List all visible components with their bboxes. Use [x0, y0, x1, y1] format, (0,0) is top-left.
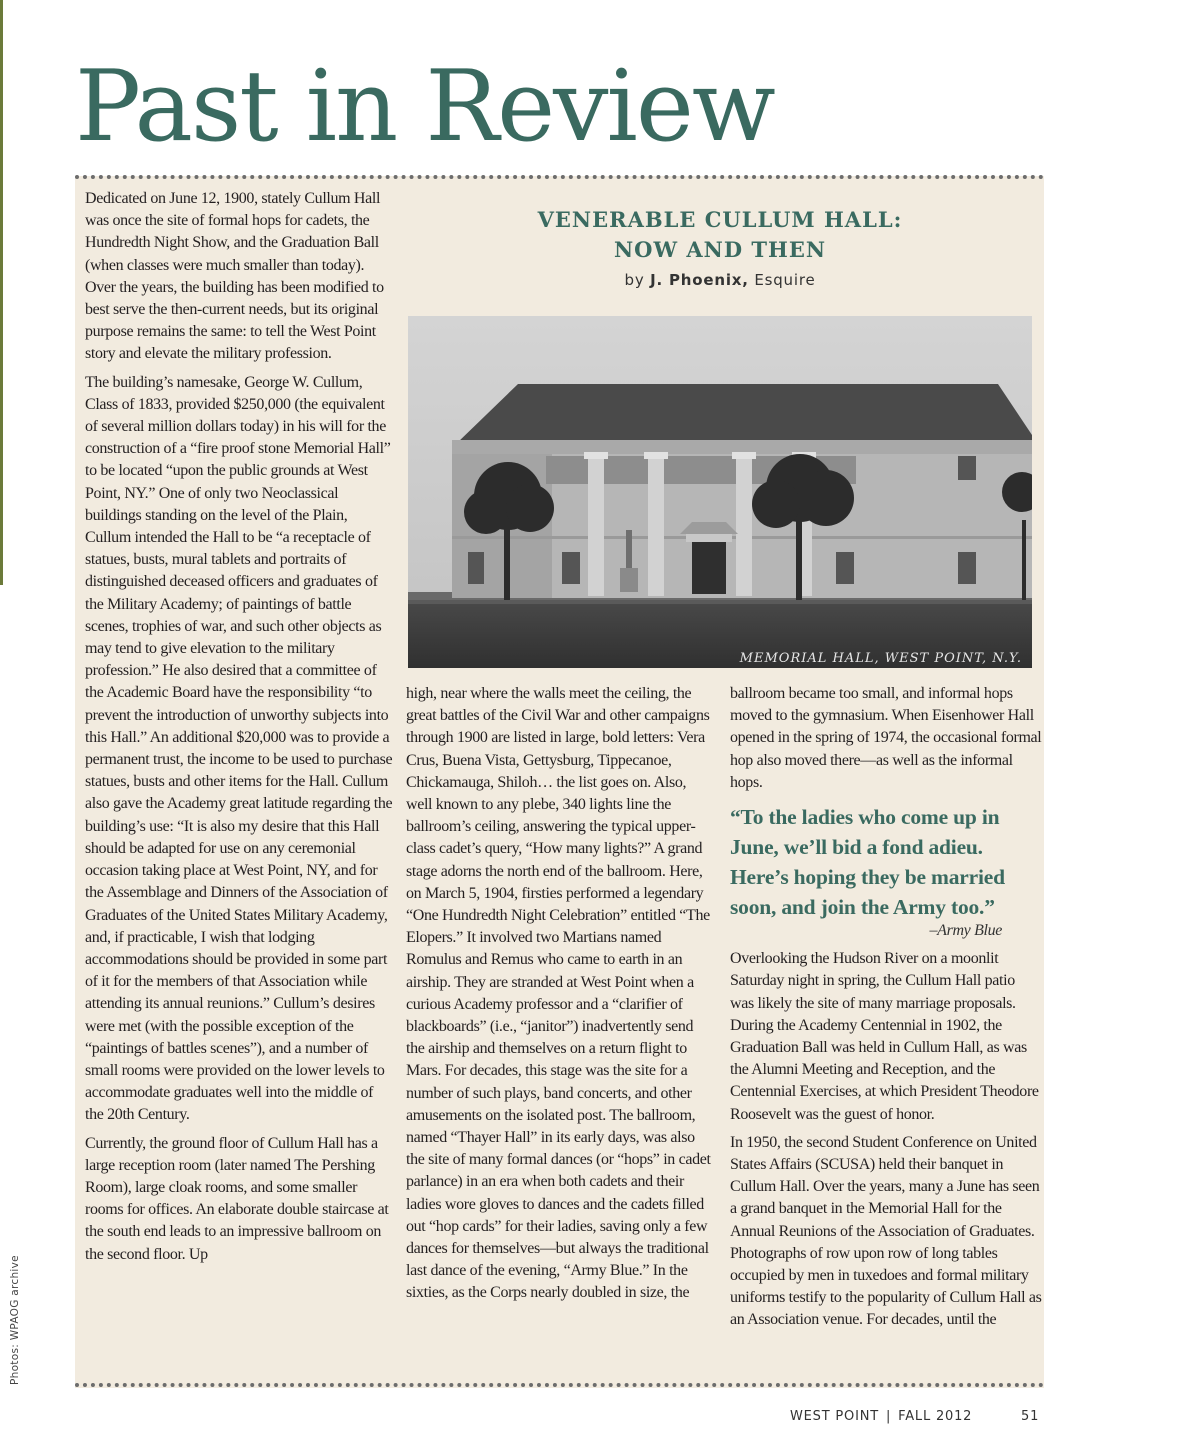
article-paragraph: ballroom became too small, and informal hops moved to the gymnasium. When Eisenhower Hall opened in the spring of 1974, the occasional formal hop also moved there—as well as the informal hops.: [730, 685, 1042, 791]
article-paragraph: The building’s namesake, George W. Cullum, Class of 1833, provided $250,000 (the equivalent of several million dollars today) in his will for the construction of a “fire proof stone Memorial Hall” to be located “upon the public grounds at West Point, NY.” One of only two Neoclassical buildings standing on the level of the Plain, Cullum intended the Hall to be “a receptacle of statues, busts, mural tablets and portraits of distinguished deceased officers and graduates of the Military Academy; of paintings of battle scenes, trophies of war, and such other objects as may tend to give elevation to the military profession.” He also desired that a committee of the Academic Board have the responsibility “to prevent the introduction of unworthy subjects into this Hall.” An additional $20,000 was to provide a permanent trust, the income to be used to purchase statues, busts and other items for the Hall. Cullum also gave the Academy great latitude regarding the building’s use: “It is also my desire that this Hall should be adapted for use on any ceremonial occasion taking place at West Point, NY, and for the Assemblage and Dinners of the Association of Graduates of the United States Military Academy, and, if practicable, I wish that lodging accommodations should be provided in some part of it for the members of that Association while attending its annual reunions.” Cullum’s desires were met (with the possible exception of the “paintings of battles scenes”), and a number of small rooms were provided on the lower levels to accommodate graduates well into the middle of the 20th Century.: [85, 373, 393, 1124]
feature-title-line-2: NOW AND THEN: [613, 237, 827, 262]
photo-credit: Photos: WPAOG archive: [9, 1255, 21, 1385]
article-paragraph: high, near where the walls meet the ceiling, the great battles of the Civil War and other campaigns through 1900 are listed in large, bold letters: Vera Crus, Buena Vista, Gettysburg, Tippecanoe, Chickamauga, Shiloh… the list goes on. Also, well known to any plebe, 340 lights line the ballroom’s ceiling, answering the typical upper-class cadet’s query, “How many lights?” A grand stage adorns the north end of the ballroom. Here, on March 5, 1904, firsties performed a legendary “One Hundredth Night Celebration” entitled “The Elopers.” It involved two Martians named Romulus and Remus who came to earth in an airship. They are stranded at West Point when a curious Academy professor and a “clarifier of blackboards” (i.e., “janitor”) inadvertently send the airship and themselves on a return flight to Mars. For decades, this stage was the site for a number of such plays, band concerts, and other amusements on the isolated post. The ballroom, named “Thayer Hall” in its early days, was also the site of many formal dances (or “hops” in cadet parlance) in an era when both cadets and their ladies wore gloves to dances and the cadets filled out “hop cards” for their ladies, saving only a few dances for themselves—but always the traditional last dance of the evening, “Army Blue.” In the sixties, as the Corps nearly doubled in size, the: [406, 685, 711, 1302]
article-paragraph: In 1950, the second Student Conference on United States Affairs (SCUSA) held their banquet in Cullum Hall. Over the years, many a June has seen a grand banquet in the Memorial Hall for the Annual Reunions of the Association of Graduates. Photographs of row upon row of long tables occupied by men in tuxedoes and formal military uniforms testify to the popularity of Cullum Hall as an Association venue. For decades, until the: [730, 1133, 1042, 1329]
footer-publication: WEST POINT: [790, 1409, 879, 1424]
byline-by: by: [624, 271, 645, 289]
article-column-3: [730, 683, 1042, 1338]
article-column-1: [85, 188, 395, 1272]
article-paragraph: Currently, the ground floor of Cullum Hall has a large reception room (later named The Pershing Room), large cloak rooms, and some smaller rooms for offices. An elaborate double staircase at the south end leads to an impressive ballroom on the second floor. Up: [85, 1134, 389, 1263]
author-suffix: Esquire: [754, 271, 816, 289]
footer-issue: FALL 2012: [898, 1409, 973, 1424]
footer-separator: |: [885, 1409, 892, 1424]
article-column-2: [406, 683, 714, 1311]
section-title: Past in Review: [75, 50, 774, 164]
cullum-hall-photo: [408, 316, 1032, 668]
memorial-hall-illustration: [408, 316, 1032, 668]
feature-title: [405, 205, 1035, 265]
pull-quote: “To the ladies who come up in June, we’ll bid a fond adieu. Here’s hoping they be married soon, and join the Army too.”: [730, 805, 1005, 920]
page-number: 51: [1021, 1409, 1040, 1424]
pull-quote-source: –Army Blue: [929, 922, 1002, 940]
article-paragraph: Overlooking the Hudson River on a moonlit Saturday night in spring, the Cullum Hall patio was likely the site of many marriage proposals. During the Academy Centennial in 1902, the Graduation Ball was held in Cullum Hall, as was the Alumni Meeting and Reception, and the Centennial Exercises, at which President Theodore Roosevelt was the guest of honor.: [730, 950, 1039, 1123]
top-dotted-rule: [75, 175, 1044, 179]
article-paragraph: Dedicated on June 12, 1900, stately Cullum Hall was once the site of formal hops for cadets, the Hundredth Night Show, and the Graduation Ball (when classes were much smaller than today). Over the years, the building has been modified to best serve the then-current needs, but its original purpose remains the same: to tell the West Point story and elevate the military profession.: [85, 190, 384, 363]
page-footer: [790, 1409, 1040, 1424]
author-name: J. Phoenix,: [650, 271, 749, 289]
left-edge-strip: [0, 0, 3, 585]
byline: [405, 271, 1035, 289]
photo-caption: MEMORIAL HALL, WEST POINT, N.Y.: [739, 651, 1022, 666]
bottom-dotted-rule: [75, 1383, 1044, 1387]
feature-title-line-1: VENERABLE CULLUM HALL:: [537, 207, 903, 232]
